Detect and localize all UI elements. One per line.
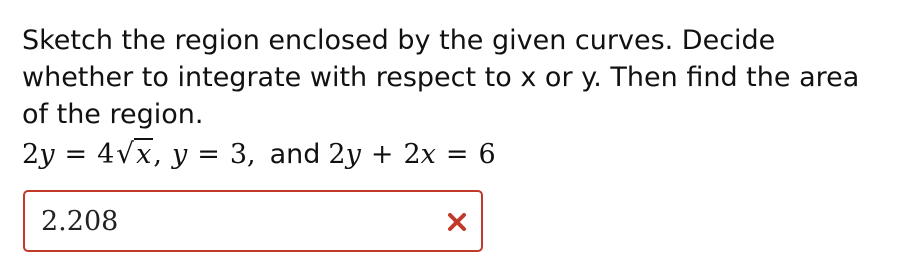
radical-sign: √ [116,137,135,170]
comma-2: , [247,139,256,170]
equations-line [22,134,496,174]
comma-1: , [153,139,162,170]
sqrt-symbol [116,134,153,175]
and-word: and [269,139,321,170]
eq1-lhs-coeff: 2 [22,139,40,170]
eq2-rhs: 3 [229,139,248,170]
eq3-var-b: x [420,139,436,170]
answer-value[interactable]: 2.208 [41,206,119,237]
eq3-coeff-a: 2 [328,139,346,170]
eq1-rhs-coeff: 4 [97,139,115,170]
eq3-coeff-b: 2 [403,139,421,170]
eq3-rhs: 6 [478,139,496,170]
eq1-equals: = [64,139,88,170]
eq1-lhs-var: y [39,139,55,170]
answer-input[interactable] [23,190,483,252]
eq1-radicand: x [136,139,152,170]
eq3-plus: + [370,139,394,170]
eq2-var: y [171,139,188,170]
question-text: Sketch the region enclosed by the given curves. Decide whether to integrate with respect to x or y. Then find the area of the region. [22,25,860,130]
eq3-equals: = [445,139,469,170]
eq2-equals: = [197,139,220,170]
x-mark-icon [447,212,467,232]
eq3-var-a: y [345,139,361,170]
